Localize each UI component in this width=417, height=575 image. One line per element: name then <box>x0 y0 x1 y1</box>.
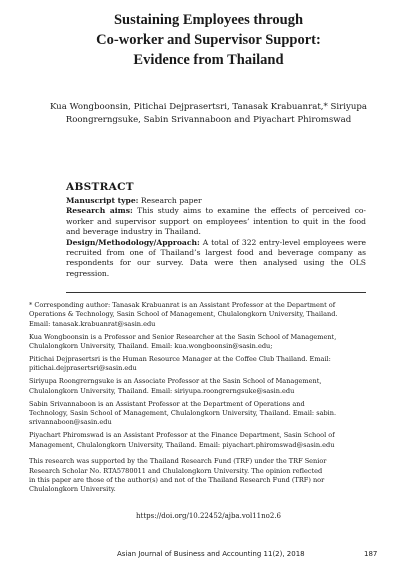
funding-note <box>29 457 386 495</box>
note-line: Sabin Srivannaboon is an Assistant Professor at the Department of Operations and <box>29 399 305 408</box>
author-note-pitichai <box>29 355 386 374</box>
note-line: srivannaboon@sasin.edu <box>29 418 112 427</box>
note-line: * Corresponding author: Tanasak Krabuanrat is an Assistant Professor at the Department of <box>29 301 336 309</box>
abstract-section <box>66 181 366 279</box>
note-line: Kua Wongboonsin is a Professor and Senior Researcher at the Sasin School of Management, <box>29 332 337 341</box>
page-number: 187 <box>364 550 378 558</box>
note-line: Management, Chulalongkorn University, Thailand. Email: piyachart.phiromswad@sasin.edu <box>29 440 335 449</box>
note-line: Piyachart Phiromswad is an Assistant Professor at the Finance Department, Sasin School of <box>29 431 335 440</box>
journal-footer: Asian Journal of Business and Accounting 11(2), 2018 <box>117 550 305 558</box>
note-line: Chulalongkorn University, Thailand. Email: kua.wongboonsin@sasin.edu; <box>29 342 273 351</box>
research-aims-text: This study aims to examine the effects of perceived co-worker and supervisor support on employees’ intention to quit in the food and beverage industry in Thailand. <box>66 206 366 237</box>
paper-title <box>20 10 397 70</box>
research-aims <box>66 206 366 237</box>
design-methodology <box>66 238 366 280</box>
author-note-siriyupa <box>29 377 386 396</box>
author-note-piyachart <box>29 431 386 450</box>
author-note-kua <box>29 333 386 352</box>
section-divider <box>66 292 366 293</box>
note-line: Siriyupa Roongrerngsuke is an Associate Professor at the Sasin School of Management, <box>29 377 322 386</box>
note-line: Chulalongkorn University. <box>29 485 116 494</box>
doi-link[interactable]: https://doi.org/10.22452/ajba.vol11no2.6 <box>136 512 281 520</box>
manuscript-type-value: Research paper <box>140 196 202 205</box>
research-aims-label: Research aims: <box>66 206 133 216</box>
note-line: Chulalongkorn University, Thailand. Email: siriyupa.roongrerngsuke@sasin.edu <box>29 386 295 395</box>
design-text: A total of 322 entry-level employees were recruited from one of Thailand’s largest food and beverage company as respondents for our survey. Data were then analysed using the OLS regression. <box>66 237 366 278</box>
author-notes <box>29 301 386 498</box>
manuscript-type <box>66 196 366 206</box>
design-label: Design/Methodology/Approach: <box>66 237 200 247</box>
note-line: in this paper are those of the author(s) and not of the Thailand Research Fund (TRF) nor <box>29 476 325 484</box>
note-line: Operations & Technology, Sasin School of Management, Chulalongkorn University, Thailand. <box>29 310 338 319</box>
note-line: Email: tanasak.krabuanrat@sasin.edu <box>29 319 156 328</box>
author-note-sabin <box>29 400 386 428</box>
note-line: Technology, Sasin School of Management, Chulalongkorn University, Thailand. Email: sabin. <box>29 409 337 418</box>
manuscript-type-label: Manuscript type: <box>66 196 139 205</box>
note-line: This research was supported by the Thailand Research Fund (TRF) under the TRF Senior <box>29 457 327 466</box>
note-line: Research Scholar No. RTA5780011 and Chulalongkorn University. The opinion reflected <box>29 466 323 475</box>
note-line: pitichai.dejprasertsri@sasin.edu <box>29 364 137 373</box>
author-line: Roongrerngsuke, Sabin Srivannaboon and Piyachart Phiromswad <box>65 115 352 125</box>
title-line: Co-worker and Supervisor Support: <box>96 32 321 48</box>
author-list <box>20 101 397 127</box>
title-line: Sustaining Employees through <box>113 12 304 28</box>
title-line: Evidence from Thailand <box>133 52 284 68</box>
author-line: Kua Wongboonsin, Pitichai Dejprasertsri, Tanasak Krabuanrat,* Siriyupa <box>49 102 368 112</box>
note-line: Pitichai Dejprasertsri is the Human Resource Manager at the Coffee Club Thailand. Email: <box>29 355 331 364</box>
abstract-heading: ABSTRACT <box>66 181 134 193</box>
corresponding-author-note <box>29 301 386 329</box>
